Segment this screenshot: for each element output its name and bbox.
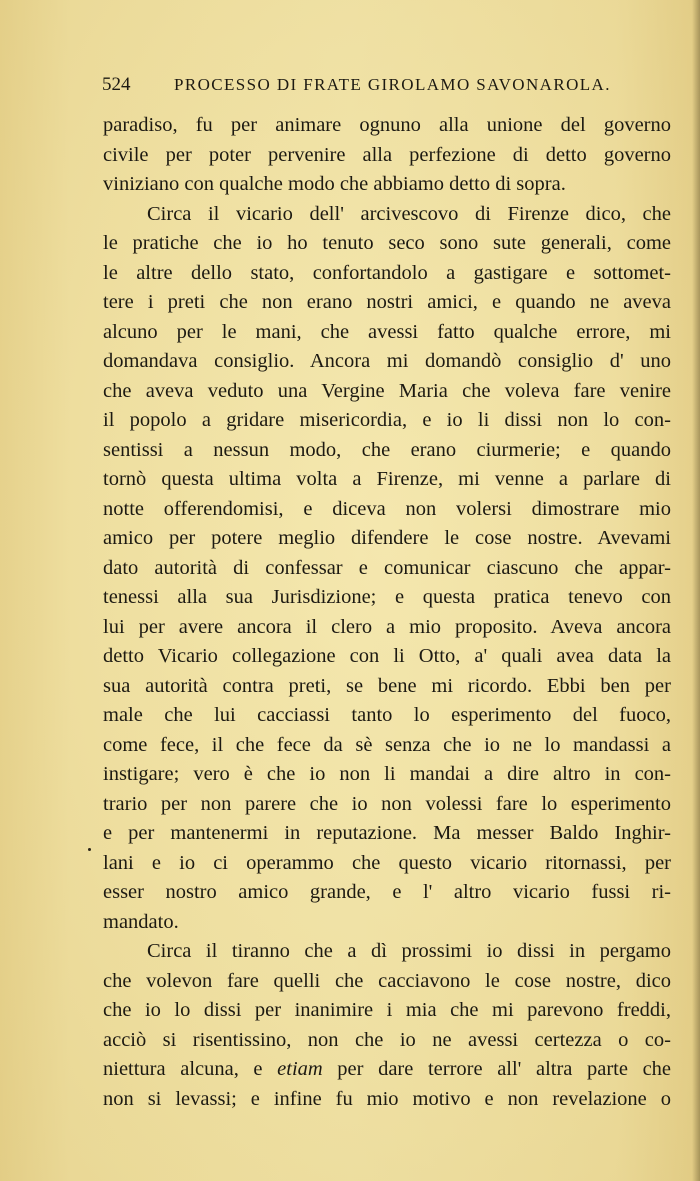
italic-word: etiam — [277, 1058, 323, 1080]
text-line: il popolo a gridare misericordia, e io li dissi non lo con- — [103, 409, 671, 431]
running-title: PROCESSO DI FRATE GIROLAMO SAVONAROLA. — [174, 75, 611, 94]
text-line: esser nostro amico grande, e l' altro vicario fussi ri- — [103, 881, 671, 903]
text-line: le altre dello stato, confortandolo a gastigare e sottomet- — [103, 261, 671, 284]
text-line: domandava consiglio. Ancora mi domandò consiglio d' uno — [103, 350, 671, 372]
text-line: male che lui cacciassi tanto lo esperimento del fuoco, — [103, 704, 671, 726]
text-line: instigare; vero è che io non li mandai a dire altro in con- — [103, 763, 671, 785]
text-line: mandato. — [103, 910, 179, 933]
text-line: notte offerendomisi, e diceva non volersi dimostrare mio — [103, 497, 671, 520]
text-line: acciò si risentissino, non che io ne avessi certezza o co- — [103, 1028, 671, 1051]
text-line: che io lo dissi per inanimire i mia che mi parevono freddi, — [103, 999, 671, 1021]
text-line: Circa il tiranno che a dì prossimi io dissi in pergamo — [147, 940, 671, 962]
text-line: trario per non parere che io non volessi fare lo esperimento — [103, 792, 671, 815]
text-line: che aveva veduto una Vergine Maria che voleva fare venire — [103, 379, 671, 402]
text-line: lui per avere ancora il clero a mio proposito. Aveva ancora — [103, 615, 671, 638]
page-edge-shadow — [692, 0, 700, 1181]
margin-mark — [88, 848, 91, 851]
text-line: lani e io ci operammo che questo vicario ritornassi, per — [103, 851, 671, 874]
text-line: Circa il vicario dell' arcivescovo di Firenze dico, che — [147, 202, 671, 225]
text-line: detto Vicario collegazione con li Otto, a' quali avea data la — [103, 645, 671, 667]
text-line: che volevon fare quelli che cacciavono le cose nostre, dico — [103, 969, 671, 992]
text-line: alcuno per le mani, che avessi fatto qualche errore, mi — [103, 320, 671, 343]
text-line: non si levassi; e infine fu mio motivo e non revelazione o — [103, 1087, 671, 1110]
text-line: tere i preti che non erano nostri amici, e quando ne aveva — [103, 291, 671, 313]
text-line: viniziano con qualche modo che abbiamo detto di sopra. — [103, 173, 566, 195]
text-line: amico per potere meglio difendere le cose nostre. Avevami — [103, 527, 671, 549]
text-fragment: per dare terrore all' altra parte che — [322, 1058, 672, 1080]
page-number: 524 — [102, 74, 131, 95]
text-line: come fece, il che fece da sè senza che io ne lo mandassi a — [103, 733, 671, 756]
text-line: paradiso, fu per animare ognuno alla unione del governo — [103, 114, 671, 136]
text-line — [103, 1055, 671, 1085]
body-text — [103, 111, 671, 1114]
text-line: tornò questa ultima volta a Firenze, mi venne a parlare di — [103, 468, 671, 490]
text-line: dato autorità di confessar e comunicar ciascuno che appar- — [103, 556, 671, 579]
text-line: e per mantenermi in reputazione. Ma messer Baldo Inghir- — [103, 822, 671, 844]
text-line: sentissi a nessun modo, che erano ciurmerie; e quando — [103, 438, 671, 461]
text-line: sua autorità contra preti, se bene mi ricordo. Ebbi ben per — [103, 674, 671, 697]
text-line: civile per poter pervenire alla perfezione di detto governo — [103, 143, 671, 166]
text-fragment: niettura alcuna, e — [103, 1058, 263, 1080]
text-line: tenessi alla sua Jurisdizione; e questa pratica tenevo con — [103, 586, 671, 608]
page-header — [102, 74, 618, 100]
text-line: le pratiche che io ho tenuto seco sono sute generali, come — [103, 232, 671, 254]
